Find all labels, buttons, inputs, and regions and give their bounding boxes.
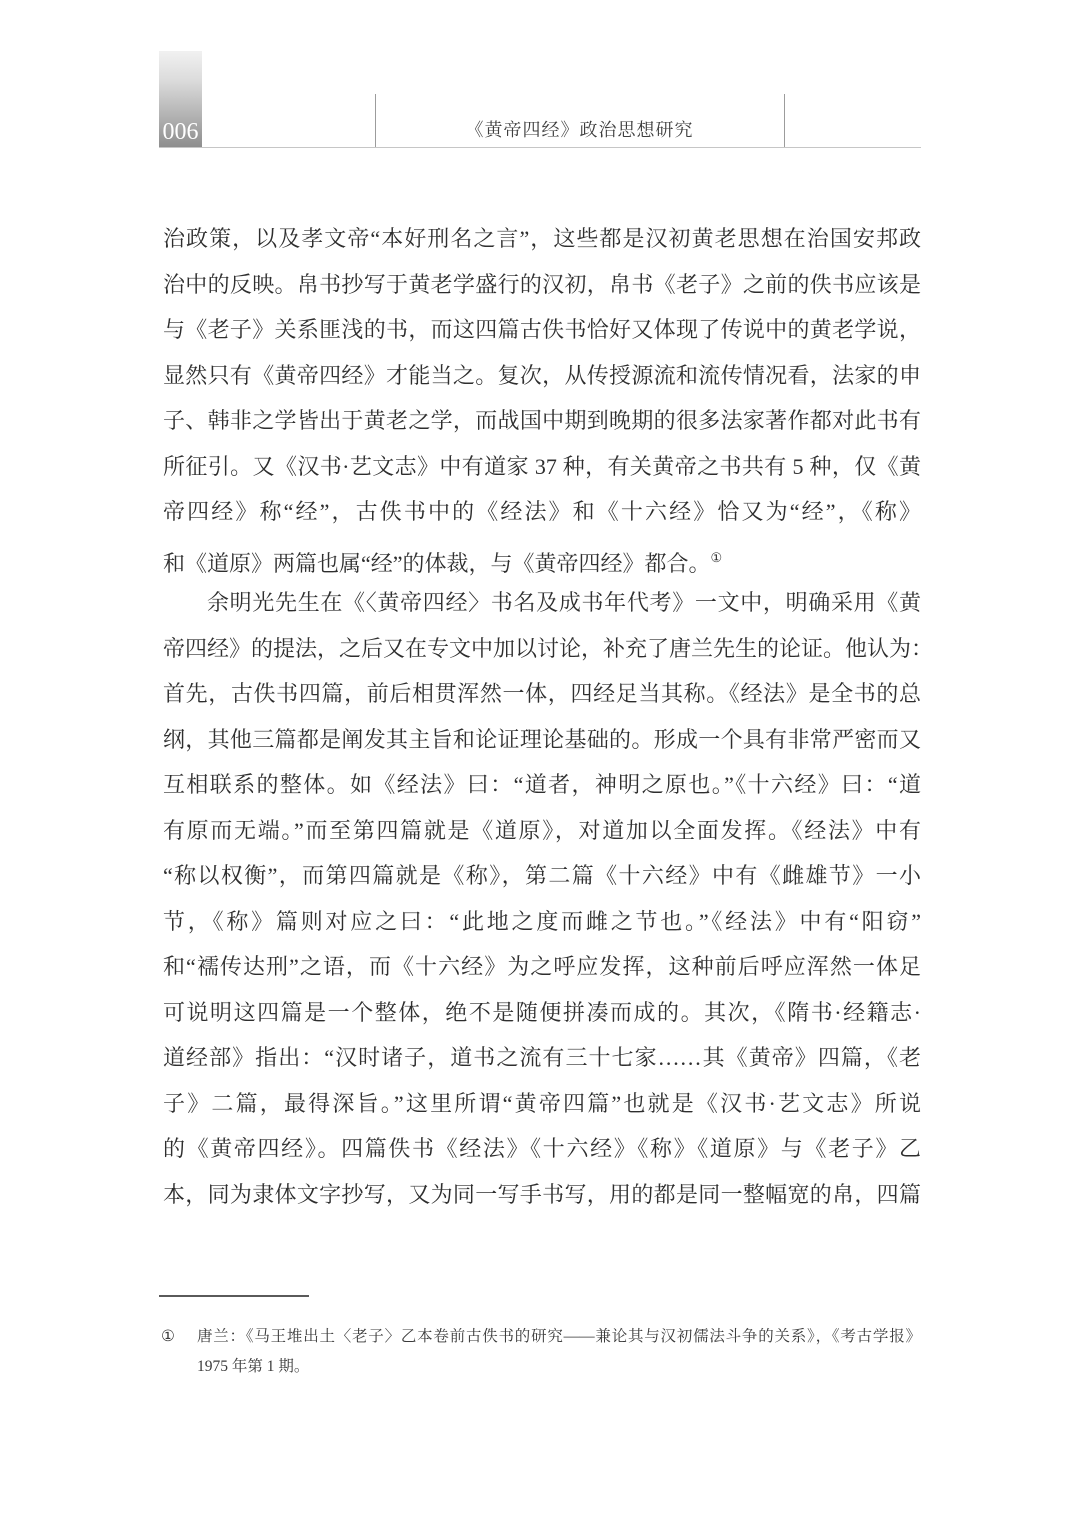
footnote bbox=[161, 1322, 921, 1382]
body-line: 可说明这四篇是一个整体，绝不是随便拼凑而成的。其次，《隋书·经籍志· bbox=[163, 999, 921, 1025]
body-line: 的《黄帝四经》。四篇佚书《经法》《十六经》《称》《道原》与《老子》乙 bbox=[163, 1136, 921, 1161]
body-line: 本，同为隶体文字抄写，又为同一写手书写，用的都是同一整幅宽的帛，四篇 bbox=[163, 1181, 921, 1207]
body-line: 显然只有《黄帝四经》才能当之。复次，从传授源流和流传情况看，法家的申 bbox=[163, 362, 921, 388]
footnote-line: 唐兰：《马王堆出土〈老子〉乙本卷前古佚书的研究——兼论其与汉初儒法斗争的关系》，《考古学报》 bbox=[197, 1328, 921, 1345]
body-line: 子》二篇，最得深旨。”这里所谓“黄帝四篇”也就是《汉书·艺文志》所说 bbox=[163, 1090, 921, 1116]
body-line: 首先，古佚书四篇，前后相贯浑然一体，四经足当其称。《经法》是全书的总 bbox=[163, 681, 921, 706]
body-line: 治中的反映。帛书抄写于黄老学盛行的汉初，帛书《老子》之前的佚书应该是 bbox=[163, 271, 921, 297]
body-line: 有原而无端。”而至第四篇就是《道原》，对道加以全面发挥。《经法》中有 bbox=[163, 817, 921, 843]
body-line: 节，《称》篇则对应之曰：“此地之度而雌之节也。”《经法》中有“阳窃” bbox=[163, 908, 921, 934]
body-line-paragraph-end bbox=[163, 535, 921, 581]
body-line: 治政策，以及孝文帝“本好刑名之言”，这些都是汉初黄老思想在治国安邦政 bbox=[163, 226, 921, 251]
body-line: 所征引。又《汉书·艺文志》中有道家 37 种，有关黄帝之书共有 5 种，仅《黄 bbox=[163, 453, 921, 479]
body-line: 和“襦传达刑”之语，而《十六经》为之呼应发挥，这种前后呼应浑然一体足 bbox=[163, 954, 921, 979]
body-line: “称以权衡”，而第四篇就是《称》，第二篇《十六经》中有《雌雄节》一小 bbox=[163, 863, 921, 888]
body-line: 帝四经》的提法，之后又在专文中加以讨论，补充了唐兰先生的论证。他认为： bbox=[163, 635, 934, 661]
body-text bbox=[163, 216, 934, 1217]
running-head-title: 《黄帝四经》政治思想研究 bbox=[465, 120, 694, 140]
page-number-bar bbox=[159, 51, 202, 147]
body-line: 道经部》指出：“汉时诸子，道书之流有三十七家……其《黄帝》四篇，《老 bbox=[163, 1045, 921, 1070]
body-line: 与《老子》关系匪浅的书，而这四篇古佚书恰好又体现了传说中的黄老学说， bbox=[163, 317, 921, 342]
body-line-paragraph-start: 余明光先生在《〈黄帝四经〉书名及成书年代考》一文中，明确采用《黄 bbox=[207, 590, 921, 615]
header-tick-right bbox=[784, 94, 785, 147]
header-rule bbox=[159, 147, 921, 148]
body-line: 子、韩非之学皆出于黄老之学，而战国中期到晚期的很多法家著作都对此书有 bbox=[163, 408, 921, 433]
footnote-reference-superscript: ① bbox=[710, 549, 723, 565]
footnote-line: 1975 年第 1 期。 bbox=[197, 1358, 310, 1375]
footnote-separator bbox=[159, 1295, 309, 1297]
body-line: 帝四经》称“经”，古佚书中的《经法》和《十六经》恰又为“经”，《称》 bbox=[163, 499, 921, 524]
footnote-marker: ① bbox=[161, 1328, 175, 1345]
body-line: 纲，其他三篇都是阐发其主旨和论证理论基础的。形成一个具有非常严密而又 bbox=[163, 726, 921, 752]
body-line-text: 和《道原》两篇也属“经”的体裁，与《黄帝四经》都合。 bbox=[163, 550, 711, 576]
body-line: 互相联系的整体。如《经法》曰：“道者，神明之原也。”《十六经》曰：“道 bbox=[163, 772, 921, 797]
page-number: 006 bbox=[162, 119, 199, 145]
footnote-body bbox=[197, 1322, 921, 1382]
